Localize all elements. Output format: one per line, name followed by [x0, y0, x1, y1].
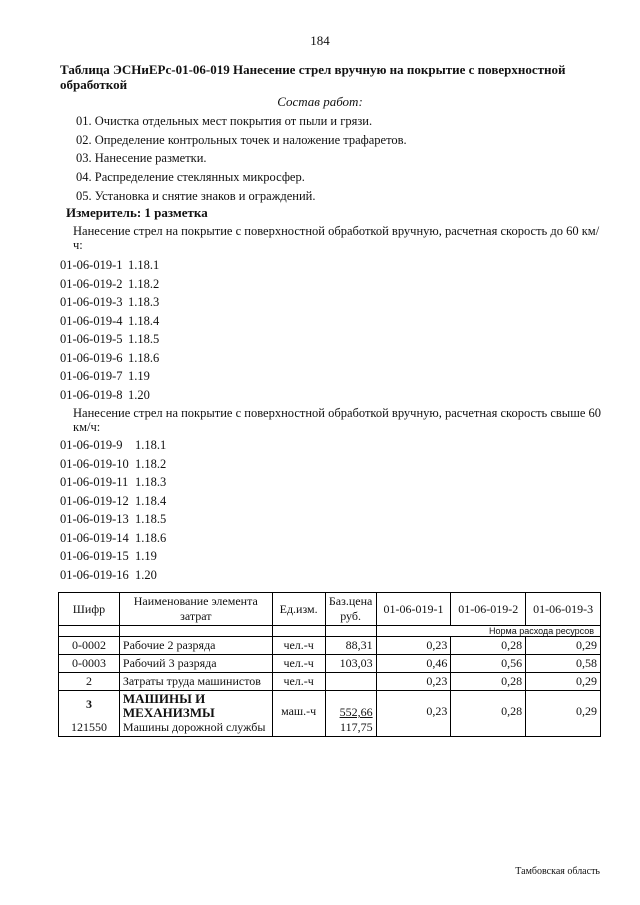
group1-description: Нанесение стрел на покрытие с поверхностной обработкой вручную, расчетная скорость до 60 км/ч:: [73, 224, 600, 252]
row-value-1: 0,23: [376, 637, 451, 655]
code-item: [60, 547, 166, 566]
row-price: 88,31: [325, 637, 376, 655]
row-price: 103,03: [325, 655, 376, 673]
code-ref: 1.18.6: [128, 350, 160, 365]
code-item: [60, 510, 166, 529]
page-number: 184: [310, 33, 330, 48]
code-ref: 1.18.2: [128, 276, 160, 291]
header-col2: 01-06-019-2: [451, 593, 526, 626]
work-item: 03. Нанесение разметки.: [76, 151, 207, 166]
norm-label: Норма расхода ресурсов: [376, 626, 600, 637]
code: 01-06-019-3: [60, 295, 123, 309]
code: 01-06-019-2: [60, 276, 123, 291]
row-value-2: 0,28: [451, 637, 526, 655]
row-value-3: 0,29: [526, 637, 601, 655]
code: 01-06-019-12: [60, 493, 129, 508]
section-title: МАШИНЫ И МЕХАНИЗМЫ: [122, 691, 215, 720]
work-item: 05. Установка и снятие знаков и ограждений.: [76, 188, 316, 203]
row-name: Затраты труда машинистов: [119, 673, 272, 691]
code: 01-06-019-8: [60, 387, 123, 402]
work-item: 02. Определение контрольных точек и наложение трафаретов.: [76, 132, 407, 147]
group2-code-list: [60, 436, 166, 584]
code: 01-06-019-14: [60, 530, 129, 545]
machine-value-3: 0,29: [526, 691, 601, 737]
row-value-2: 0,56: [451, 655, 526, 673]
code-item: [60, 275, 159, 294]
machines-name-cell: [119, 691, 272, 737]
machine-code: 121550: [70, 720, 107, 734]
code: 01-06-019-4: [60, 313, 123, 328]
code: 01-06-019-5: [60, 332, 123, 346]
machines-code-cell: [59, 691, 120, 737]
section-code: 3: [85, 697, 92, 711]
group1-code-list: [60, 256, 159, 404]
measure-unit: Измеритель: 1 разметка: [66, 205, 208, 220]
row-value-2: 0,28: [451, 673, 526, 691]
code-item: [60, 293, 159, 312]
machine-price: 552,66: [339, 705, 373, 719]
norm-row: [59, 626, 601, 637]
row-name: Рабочие 2 разряда: [119, 637, 272, 655]
code-item: [60, 436, 166, 455]
row-code: 0-0003: [59, 655, 120, 673]
resource-table: [58, 592, 601, 737]
code-item: [60, 349, 159, 368]
machine-name: Машины дорожной службы: [122, 720, 266, 734]
composition-heading: Состав работ:: [277, 94, 363, 109]
code-item: [60, 312, 159, 331]
header-col1: 01-06-019-1: [376, 593, 451, 626]
table-title: Таблица ЭСНиЕРс-01-06-019 Нанесение стрел вручную на покрытие с поверхностной обработкой: [60, 62, 566, 92]
code-item: [60, 367, 159, 386]
machine-value-2: 0,28: [451, 691, 526, 737]
code-ref: 1.18.4: [135, 493, 167, 508]
code-ref: 1.19: [135, 549, 157, 563]
code-ref: 1.20: [128, 387, 150, 402]
code: 01-06-019-7: [60, 369, 123, 383]
header-unit: Ед.изм.: [272, 593, 325, 626]
machine-value-1: 0,23: [376, 691, 451, 737]
code-ref: 1.18.6: [135, 530, 167, 545]
row-value-1: 0,46: [376, 655, 451, 673]
row-code: 0-0002: [59, 637, 120, 655]
machine-price-2: 117,75: [340, 720, 373, 734]
header-base-price: Баз.цена руб.: [325, 593, 376, 626]
table-header-row: [59, 593, 601, 626]
code-item: [60, 473, 166, 492]
code-ref: 1.20: [135, 567, 157, 582]
code-ref: 1.18.4: [128, 313, 160, 328]
code-ref: 1.18.5: [128, 332, 160, 346]
table-row: [59, 637, 601, 655]
row-code: 2: [59, 673, 120, 691]
code-ref: 1.18.3: [128, 295, 160, 309]
row-unit: чел.-ч: [272, 673, 325, 691]
row-value-1: 0,23: [376, 673, 451, 691]
machines-row: [59, 691, 601, 737]
code: 01-06-019-15: [60, 549, 129, 563]
code-ref: 1.18.5: [135, 512, 167, 526]
code-item: [60, 455, 166, 474]
group2-description: Нанесение стрел на покрытие с поверхностной обработкой вручную, расчетная скорость свыше 60 км/ч:: [73, 406, 602, 434]
code: 01-06-019-6: [60, 350, 123, 365]
row-name: Рабочий 3 разряда: [119, 655, 272, 673]
row-price: [325, 673, 376, 691]
row-value-3: 0,58: [526, 655, 601, 673]
header-col3: 01-06-019-3: [526, 593, 601, 626]
code-item: [60, 330, 159, 349]
code-item: [60, 256, 159, 275]
header-cipher: Шифр: [59, 593, 120, 626]
footer-region: Тамбовская область: [515, 866, 600, 877]
code-ref: 1.18.2: [135, 456, 167, 471]
machine-price-cell: [325, 691, 376, 737]
code: 01-06-019-16: [60, 567, 129, 582]
code: 01-06-019-9: [60, 438, 123, 452]
code-ref: 1.19: [128, 369, 150, 383]
code: 01-06-019-13: [60, 512, 129, 526]
table-row: [59, 673, 601, 691]
table-row: [59, 655, 601, 673]
code-ref: 1.18.1: [128, 258, 160, 272]
code-item: [60, 529, 166, 548]
code-item: [60, 566, 166, 585]
code: 01-06-019-11: [60, 475, 129, 489]
code-item: [60, 386, 159, 405]
work-item: 04. Распределение стеклянных микросфер.: [76, 170, 305, 185]
code-ref: 1.18.3: [135, 475, 167, 489]
row-value-3: 0,29: [526, 673, 601, 691]
code-item: [60, 492, 166, 511]
row-unit: чел.-ч: [272, 655, 325, 673]
code: 01-06-019-1: [60, 258, 123, 272]
header-name: Наименование элемента затрат: [119, 593, 272, 626]
row-unit: чел.-ч: [272, 637, 325, 655]
work-list: [76, 112, 407, 206]
machine-unit: маш.-ч: [272, 691, 325, 737]
work-item: 01. Очистка отдельных мест покрытия от пыли и грязи.: [76, 114, 373, 128]
code-ref: 1.18.1: [135, 438, 167, 452]
code: 01-06-019-10: [60, 456, 129, 471]
